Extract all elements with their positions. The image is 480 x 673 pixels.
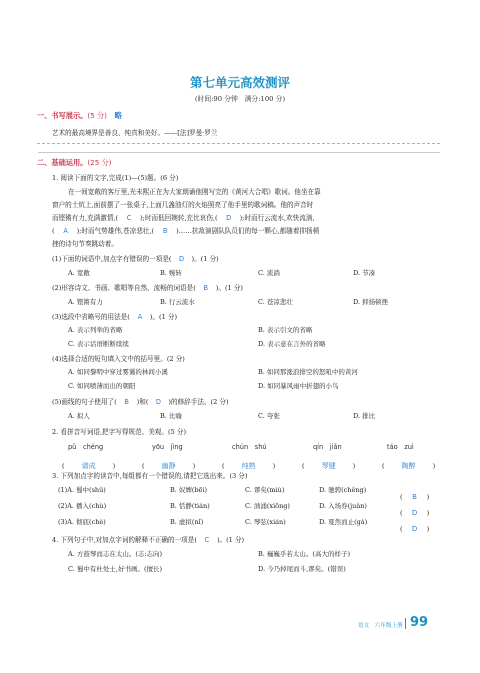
section2-heading: 二、基础运用。(25 分) <box>37 158 112 167</box>
passage-line-1: 在一间宽敞的客厅里,光未熙正在为大家朗诵他刚写完的《黄河大合唱》歌词。他坐在靠 <box>68 188 321 196</box>
q1-stem: 1. 阅读下面的文字,完成(1)—(5)题。(6 分) <box>52 174 179 182</box>
sub4-option-a: A. 如同黎明中穿过雾霭的林间小溪 <box>68 368 168 376</box>
sub5-option-c: C. 夸张 <box>258 412 280 420</box>
sub1-option-c: C. 流淌 <box>258 269 280 277</box>
passage-line-2: 窗户的土炕上,面前摆了一张桌子,上面几盏油灯的火焰照亮了他手里的歌词稿。他的声音时 <box>52 201 314 209</box>
pinyin-3: chún shú <box>232 443 267 451</box>
passage-line-4: ( A );时而气势雄伟,苍凉悲壮,( B )……抗敌演剧队队员们的每一颗心,都随着抑扬顿 <box>52 227 320 235</box>
q3-row1-answer: ( B ) <box>400 493 430 501</box>
sub1-option-a: A. 宽敞 <box>68 269 90 277</box>
answer-box-1: ( 谱成 ) <box>62 462 116 470</box>
q3-row1-d: D. 驰骋(chěng) <box>319 486 367 494</box>
writing-line <box>38 152 440 153</box>
sub3-option-c: C. 表示话语断断续续 <box>68 340 129 348</box>
q3-row2-c: C. 汹涌(xiōng) <box>245 502 290 510</box>
q3-row3-a: (3)A. 彻底(chè) <box>58 518 106 526</box>
pinyin-2: yōu jìng <box>152 443 183 451</box>
sub4-option-b: B. 如同那涨浪排空的怒吼中的黄河 <box>258 368 358 376</box>
sub4-option-c: C. 如同喷薄而出的朝阳 <box>68 382 136 390</box>
section1-quote: 艺术的最高境界是善良、纯真和美好。——[法]罗曼·罗兰 <box>52 129 218 137</box>
sub5-stem: (5)画线的句子使用了( B )和( D )的修辞手法。(2 分) <box>52 398 229 406</box>
answer-box-2: ( 幽静 ) <box>142 462 196 470</box>
q3-row3-c: C. 琴弦(xián) <box>245 518 286 526</box>
page-title: 第七单元高效测评 <box>189 75 290 90</box>
sub4-stem: (4)选择合适的短句填入文中的括号里。(2 分) <box>52 355 185 363</box>
sub3-stem: (3)选段中省略号的用法是( A )。(1 分) <box>52 313 178 321</box>
passage-line-5: 挫的诗句节奏跳动着。 <box>52 240 118 248</box>
q2-stem: 2. 看拼音写词语,把字写得规范、美观。(5 分) <box>52 428 187 436</box>
sub2-stem: (2)形容诗文、书画、歌唱等自然、流畅的词语是( B )。(1 分) <box>52 284 243 292</box>
q3-row3-d: D. 戛然而止(gá) <box>319 518 368 526</box>
q3-row1-b: B. 奴婢(bēi) <box>170 486 208 494</box>
sub3-option-a: A. 表示列举的省略 <box>68 326 123 334</box>
section1-heading: 一、书写展示。(5 分) 略 <box>37 111 122 120</box>
sub4-option-d: D. 如同暴风雨中折翅的小鸟 <box>258 382 339 390</box>
sub2-option-b: B. 行云流水 <box>160 298 195 306</box>
q3-row1-c: C. 谬矣(miù) <box>245 486 285 494</box>
sub2-option-d: D. 抑扬顿挫 <box>353 298 389 306</box>
q3-row3-answer: ( D ) <box>400 525 430 533</box>
q3-row2-a: (2)A. 播入(chù) <box>58 502 107 510</box>
sub5-option-a: A. 拟人 <box>68 412 90 420</box>
sub3-option-b: B. 表示引文的省略 <box>258 326 313 334</box>
q3-row3-b: B. 虚拟(nǐ) <box>170 518 204 526</box>
divider <box>37 143 440 144</box>
q3-row2-b: B. 恬静(tián) <box>170 502 210 510</box>
sub1-option-b: B. 婉转 <box>160 269 182 277</box>
q4-option-a: A. 方鼓琴而志在太山。(志:志向) <box>68 550 163 558</box>
page-number: 99 <box>410 615 429 630</box>
sub5-option-b: B. 比喻 <box>160 412 182 420</box>
q4-option-b: B. 巍巍乎若太山。(高大的样子) <box>258 550 350 558</box>
handwritten-mark: 略 <box>114 111 122 120</box>
sub2-option-c: C. 苍凉悲壮 <box>258 298 293 306</box>
exam-info: (时间:90 分钟 满分:100 分) <box>194 95 286 103</box>
q3-row2-d: D. 入场券(juàn) <box>319 502 367 510</box>
pinyin-5: táo zuì <box>387 443 414 451</box>
passage-line-3: 而铿锵有力,充满激情,( C );时而低回婉转,充比哀伤,( D );时而行云流水,欢快流淌, <box>52 214 315 222</box>
q3-stem: 3. 下列加点字的读音中,每组都有一个错误的,请把它选出来。(3 分) <box>52 472 248 480</box>
pinyin-1: pǔ chéng <box>68 443 104 451</box>
footer-divider <box>405 618 406 629</box>
q4-option-d: D. 今乃掉尾而斗,谬矣。(错误) <box>258 565 346 573</box>
book-label: 语文 六年级上册 <box>358 623 403 629</box>
sub3-option-d: D. 表示意在言外的省略 <box>258 340 326 348</box>
q4-stem: 4. 下列句子中,对加点字词的解释不正确的一项是( C )。(1 分) <box>52 536 245 544</box>
q4-option-c: C. 蜀中有杜处士,好书画。(擅长) <box>68 565 163 573</box>
answer-box-5: ( 陶醉 ) <box>382 462 436 470</box>
sub1-option-d: D. 节凑 <box>353 269 376 277</box>
sub1-stem: (1)下面的词语中,加点字有错误的一项是( D )。(1 分) <box>52 255 219 263</box>
answer-box-4: ( 琴键 ) <box>302 462 356 470</box>
pinyin-4: qín jiǎn <box>313 443 342 451</box>
answer-box-3: ( 纯熟 ) <box>222 462 276 470</box>
q3-row1-a: (1)A. 蜀中(shǔ) <box>58 486 106 494</box>
q3-row2-answer: ( D ) <box>400 509 430 517</box>
sub2-option-a: A. 铿锵有力 <box>68 298 103 306</box>
sub5-option-d: D. 排比 <box>353 412 376 420</box>
